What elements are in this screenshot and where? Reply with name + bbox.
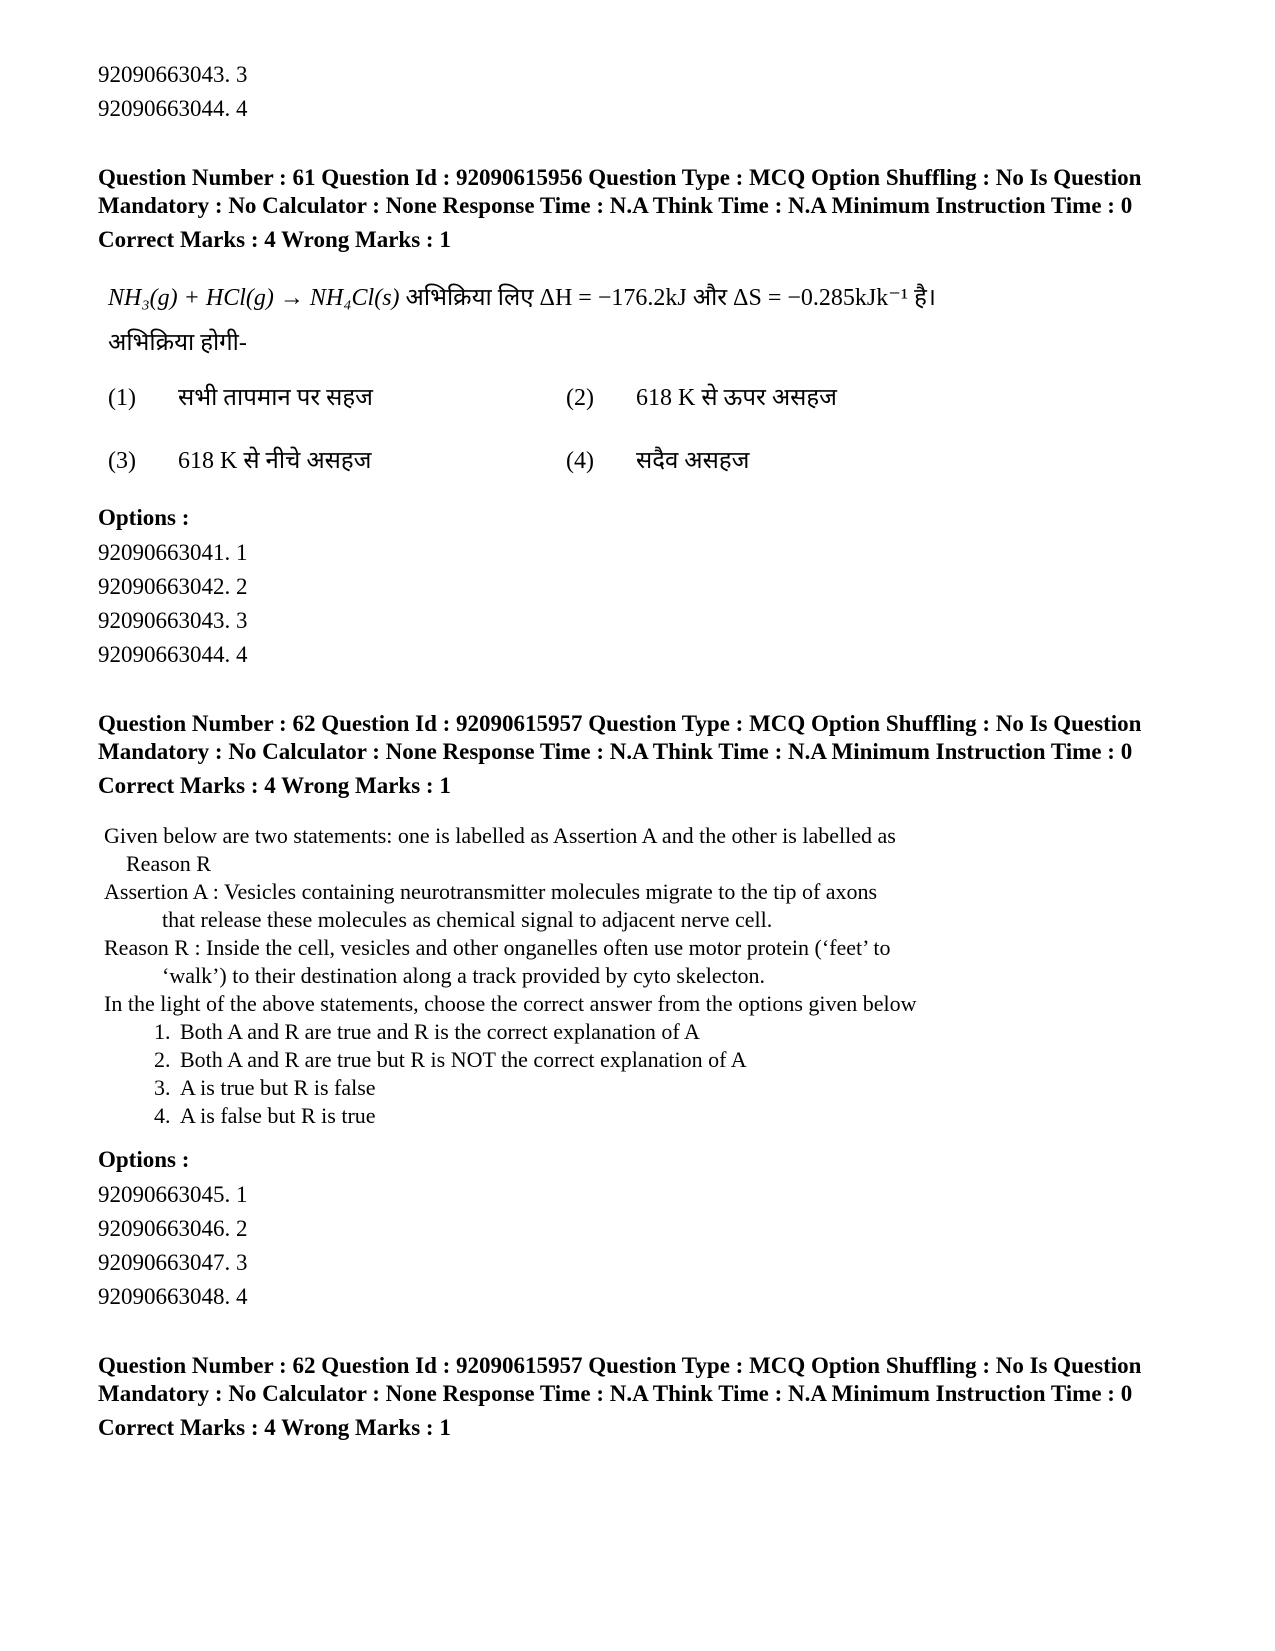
choice-text: सभी तापमान पर सहज (178, 385, 373, 411)
option-line: 92090663048. 4 (98, 1284, 248, 1309)
choice-list (104, 1018, 1004, 1130)
option-line: 92090663047. 3 (98, 1250, 248, 1275)
intro-text: Reason R (126, 851, 211, 876)
option-line: 92090663041. 1 (98, 540, 248, 565)
choice-number: (4) (566, 448, 594, 474)
question-62 (98, 710, 1188, 1314)
choice-text: 618 K से ऊपर असहज (636, 385, 837, 411)
choice-item: 4. A is false but R is true (176, 1102, 1004, 1130)
intro-text: Given below are two statements: one is labelled as Assertion A and the other is labelled as (104, 823, 896, 848)
marks-line: Correct Marks : 4 Wrong Marks : 1 (98, 1415, 451, 1440)
question-prompt: अभिक्रिया होगी- (108, 330, 247, 356)
options-label: Options : (98, 505, 190, 530)
option-line: 92090663044. 4 (98, 642, 248, 667)
question-header: Question Number : 62 Question Id : 92090615957 Question Type : MCQ Option Shuffling : No Is Question Mandatory : No Calculator : None Response Time : N.A Think Time : N.A Minimum Instruction Time : 0 (98, 711, 1142, 764)
question-62-repeat (98, 1352, 1188, 1442)
reaction-statement (108, 280, 1188, 316)
option-line: 92090663043. 3 (98, 62, 248, 87)
choice-item (566, 380, 966, 413)
question-header: Question Number : 62 Question Id : 92090615957 Question Type : MCQ Option Shuffling : No Is Question Mandatory : No Calculator : None Response Time : N.A Think Time : N.A Minimum Instruction Time : 0 (98, 1353, 1142, 1406)
marks-line: Correct Marks : 4 Wrong Marks : 1 (98, 773, 451, 798)
options-label: Options : (98, 1147, 190, 1172)
option-line: 92090663045. 1 (98, 1182, 248, 1207)
question-header: Question Number : 61 Question Id : 92090615956 Question Type : MCQ Option Shuffling : No Is Question Mandatory : No Calculator : None Response Time : N.A Think Time : N.A Minimum Instruction Time : 0 (98, 165, 1142, 218)
reason-text: ‘walk’) to their destination along a track provided by cyto skelecton. (162, 963, 765, 988)
thermo-values: अभिक्रिया लिए ΔH = −176.2kJ और ΔS = −0.285kJk⁻¹ है। (405, 285, 936, 311)
option-line: 92090663044. 4 (98, 96, 248, 121)
choice-grid (108, 380, 1188, 476)
choice-text: 618 K से नीचे असहज (178, 448, 372, 474)
choice-item (566, 443, 966, 476)
option-line: 92090663042. 2 (98, 574, 248, 599)
option-line: 92090663046. 2 (98, 1216, 248, 1241)
choice-item (108, 380, 566, 413)
choice-item: 2. Both A and R are true but R is NOT the correct explanation of A (176, 1046, 1004, 1074)
question-body (104, 822, 1004, 1130)
question-61 (98, 164, 1188, 672)
choice-number: (1) (108, 385, 136, 411)
choice-text: सदैव असहज (636, 448, 750, 474)
reason-text: Reason R : Inside the cell, vesicles and other onganelles often use motor protein (‘feet’ to (104, 935, 891, 960)
previous-options (98, 58, 1188, 126)
option-line: 92090663043. 3 (98, 608, 248, 633)
choice-item: 1. Both A and R are true and R is the correct explanation of A (176, 1018, 1004, 1046)
assertion-text: Assertion A : Vesicles containing neurotransmitter molecules migrate to the tip of axons (104, 879, 878, 904)
choice-number: (3) (108, 448, 136, 474)
reaction-equation: NH₃(g) + HCl(g) → NH₄Cl(s) (108, 285, 400, 311)
marks-line: Correct Marks : 4 Wrong Marks : 1 (98, 227, 451, 252)
assertion-text: that release these molecules as chemical signal to adjacent nerve cell. (162, 907, 773, 932)
choice-number: (2) (566, 385, 594, 411)
choice-item: 3. A is true but R is false (176, 1074, 1004, 1102)
choice-item (108, 443, 566, 476)
document-page (98, 58, 1188, 1442)
instruction-text: In the light of the above statements, choose the correct answer from the options given below (104, 991, 917, 1016)
